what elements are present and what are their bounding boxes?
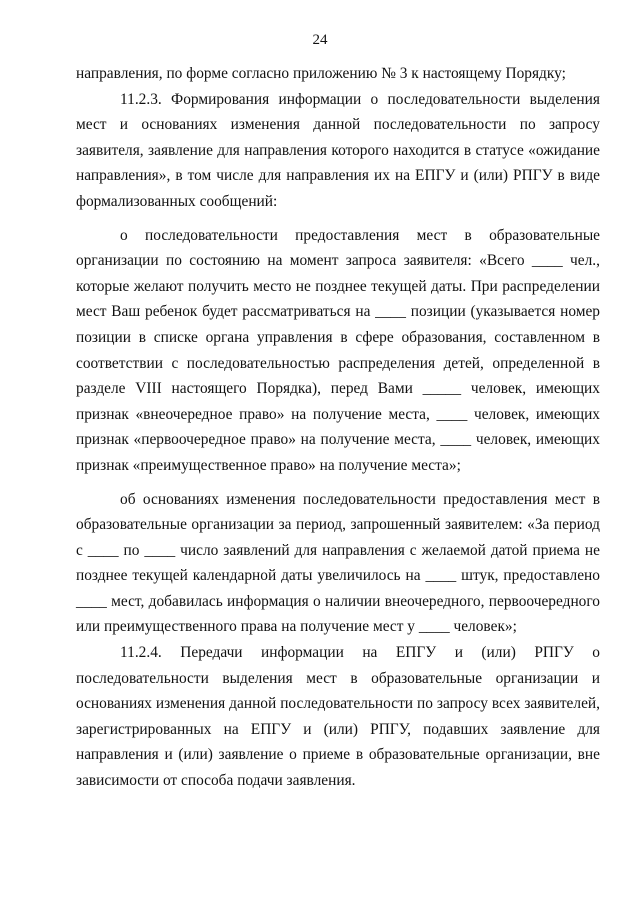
paragraph-sequence-info: о последовательности предоставления мест в образовательные организации по состоянию на момент запроса заявителя: «Всего ____ чел., которые желают получить место не позднее текущей даты. При распределении мест Ваш ребенок будет рассматриваться на ____ позиции (указывается номер позиции в списке органа управления в сфере образования, составленном в соответствии с последовательностью распределения детей, определенной в разделе VIII настоящего Порядка), перед Вами _____ человек, имеющих признак «внеочередное право» на получение места, ____ человек, имеющих признак «первоочередное право» на получение места, ____ человек, имеющих признак «преимущественное право» на получение места»; xyxy=(76,226,600,474)
paragraph-11-2-4: 11.2.4. Передачи информации на ЕПГУ и (или) РПГУ о последовательности выделения мест в образовательные организации и основаниях изменения данной последовательности по запросу всех заявителей, зарегистрированных на ЕПГУ и (или) РПГУ, подавших заявление для направления и (или) заявление о приеме в образовательные организации, вне зависимости от способа подачи заявления. xyxy=(76,644,600,790)
page-number: 24 xyxy=(312,32,328,48)
document-body xyxy=(76,61,600,794)
paragraph-11-2-3: 11.2.3. Формирования информации о последовательности выделения мест и основаниях изменения данной последовательности по запросу заявителя, заявление для направления которого находится в статусе «ожидание направления», в том числе для направления их на ЕПГУ и (или) РПГУ в виде формализованных сообщений: xyxy=(76,90,600,210)
paragraph-continuation: направления, по форме согласно приложению № 3 к настоящему Порядку; xyxy=(76,65,566,82)
paragraph-change-reasons: об основаниях изменения последовательности предоставления мест в образовательные организации за период, запрошенный заявителем: «За период с ____ по ____ число заявлений для направления с желаемой датой приема не позднее текущей календарной даты увеличилось на ____ штук, предоставлено ____ мест, добавилась информация о наличии внеочередного, первоочередного или преимущественного права на получение мест у ____ человек»; xyxy=(76,490,600,636)
